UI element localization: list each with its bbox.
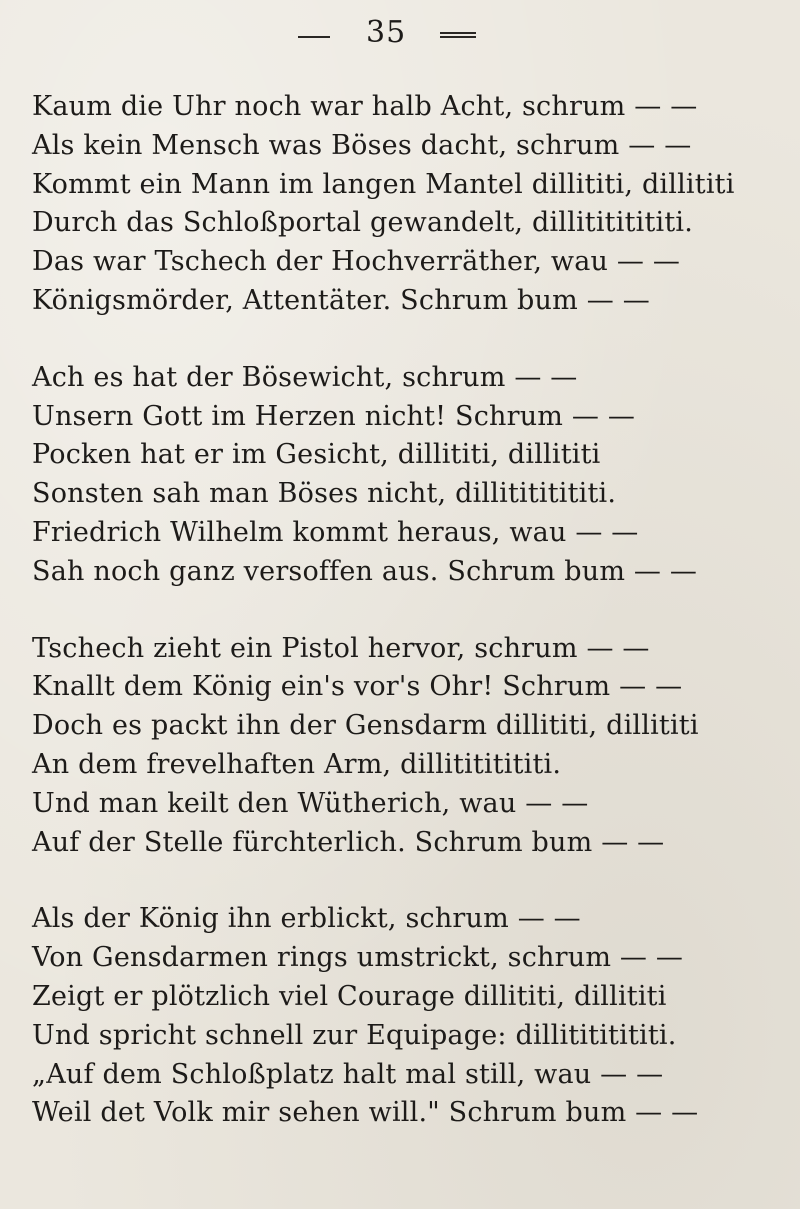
- poem-line: Sonsten sah man Böses nicht, dillitititititi.: [32, 478, 617, 510]
- poem-line: Weil det Volk mir sehen will." Schrum bum — —: [32, 1097, 699, 1129]
- poem-line: Auf der Stelle fürchterlich. Schrum bum — —: [32, 826, 665, 858]
- poem-line: Und man keilt den Wütherich, wau — —: [32, 787, 589, 819]
- poem-line: Knallt dem König ein's vor's Ohr! Schrum — —: [32, 671, 683, 703]
- poem-line: Sah noch ganz versoffen aus. Schrum bum — —: [32, 555, 698, 587]
- stanza-3: [32, 630, 792, 863]
- poem-line: Tschech zieht ein Pistol hervor, schrum — —: [32, 632, 650, 664]
- page-header: [0, 14, 800, 54]
- stanza-4: [32, 900, 792, 1133]
- poem-line: An dem frevelhaften Arm, dillitititititi.: [32, 748, 562, 780]
- poem-line: Durch das Schloßportal gewandelt, dillitititititi.: [32, 207, 694, 239]
- header-double-dash-right: [440, 32, 476, 38]
- poem-line: „Auf dem Schloßplatz halt mal still, wau — —: [32, 1058, 664, 1090]
- poem-line: Und spricht schnell zur Equipage: dillitititititi.: [32, 1019, 677, 1051]
- poem-line: Friedrich Wilhelm kommt heraus, wau — —: [32, 516, 639, 548]
- poem-line: Als der König ihn erblickt, schrum — —: [32, 903, 581, 935]
- poem-line: Königsmörder, Attentäter. Schrum bum — —: [32, 284, 650, 316]
- header-dash-left: [298, 36, 330, 38]
- poem: [32, 88, 792, 1171]
- poem-line: Kaum die Uhr noch war halb Acht, schrum — —: [32, 91, 698, 122]
- poem-line: Zeigt er plötzlich viel Courage dillititi, dillititi: [32, 980, 667, 1012]
- poem-line: Als kein Mensch was Böses dacht, schrum — —: [32, 129, 692, 161]
- stanza-2: [32, 359, 792, 592]
- poem-line: Das war Tschech der Hochverräther, wau — —: [32, 246, 681, 278]
- poem-line: Pocken hat er im Gesicht, dillititi, dillititi: [32, 439, 601, 471]
- page-number: 35: [366, 15, 407, 50]
- poem-line: Kommt ein Mann im langen Mantel dillititi, dillititi: [32, 168, 735, 200]
- poem-line: Ach es hat der Bösewicht, schrum — —: [32, 361, 578, 393]
- poem-line: Unsern Gott im Herzen nicht! Schrum — —: [32, 400, 636, 432]
- poem-line: Doch es packt ihn der Gensdarm dillititi, dillititi: [32, 710, 699, 742]
- poem-line: Von Gensdarmen rings umstrickt, schrum — —: [32, 942, 684, 974]
- stanza-1: [32, 88, 792, 321]
